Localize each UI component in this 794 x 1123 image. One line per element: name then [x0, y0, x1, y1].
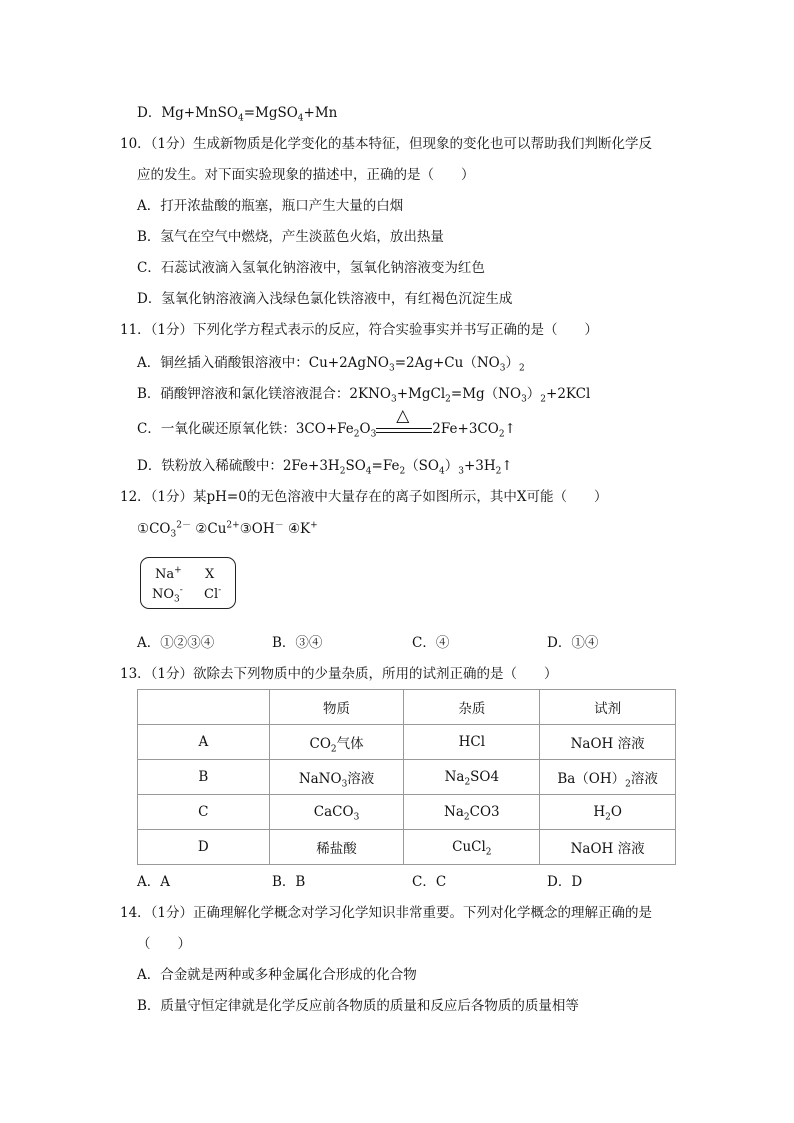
reagent-cell: $Ba(OH)_2$溶液: [540, 760, 676, 795]
q10-option-a: A．打开浓盐酸的瓶塞，瓶口产生大量的白烟: [137, 198, 404, 214]
substance-cell: NaNO$_3$溶液: [269, 760, 404, 795]
substance-cell: CaCO$_3$: [269, 795, 404, 830]
q12-choice-c: C．④: [412, 635, 450, 651]
table-header-cell: 试剂: [540, 690, 676, 725]
row-id: B: [138, 760, 270, 795]
table-row: [138, 795, 676, 830]
q11-stem: 11．（1分）下列化学方程式表示的反应，符合实验事实并书写正确的是（ ）: [120, 322, 599, 338]
q12-stem: 12．（1分）某pH=0的无色溶液中大量存在的离子如图所示，其中X可能（ ）: [120, 489, 608, 505]
equation-double-line: [376, 428, 432, 433]
table-header-row: [138, 690, 676, 725]
q14-stem-line1: 14．（1分）正确理解化学概念对学习化学知识非常重要。下列对化学概念的理解正确的是: [120, 905, 653, 921]
q13-choice-b: B．B: [272, 874, 306, 890]
table-row: [138, 830, 676, 865]
q13-stem: 13．（1分）欲除去下列物质中的少量杂质，所用的试剂正确的是（ ）: [120, 666, 558, 682]
reagent-cell: NaOH 溶液: [540, 725, 676, 760]
q14-stem-line2: （ ）: [137, 936, 191, 952]
table-header-cell: 物质: [269, 690, 404, 725]
q12-choice-d: D．①④: [547, 635, 599, 651]
table-row: [138, 725, 676, 760]
impurity-cell: CuCl$_2$: [404, 830, 540, 865]
q11-option-a: A．铜丝插入硝酸银溶液中：$Cu+2AgNO_3=2Ag+Cu(NO_3)_2$: [137, 355, 525, 374]
q12-choice-b: B．③④: [272, 635, 323, 651]
q10-option-d: D．氢氧化钠溶液滴入浅绿色氯化铁溶液中，有红褐色沉淀生成: [137, 291, 513, 307]
gas-arrow-icon: ↑: [504, 421, 516, 437]
row-id: A: [138, 725, 270, 760]
q11-option-c: C．一氧化碳还原氧化铁：$3CO+Fe_2O_3$ △ $2Fe+3CO_2↑$: [137, 405, 516, 440]
substance-cell: $CO_2$气体: [269, 725, 404, 760]
ion-x: X: [205, 567, 215, 582]
impurity-cell: $Na_2SO4$: [404, 760, 540, 795]
ion-no3: $NO_3^-$: [152, 585, 183, 605]
row-id: D: [138, 830, 270, 865]
heat-condition: △: [376, 421, 432, 439]
reagent-cell: $H_2O$: [540, 795, 676, 830]
table-header-cell: [138, 690, 270, 725]
q10-stem-line2: 应的发生。对下面实验现象的描述中，正确的是（ ）: [137, 167, 475, 183]
q14-option-a: A．合金就是两种或多种金属化合形成的化合物: [137, 967, 417, 983]
q11-option-b: B．硝酸钾溶液和氯化镁溶液混合：$2KNO_3+MgCl_2=Mg(NO_3)_2+2KCl$: [137, 386, 591, 405]
table-row: [138, 760, 676, 795]
q11-option-d: D．铁粉放入稀硫酸中：$2Fe+3H_2SO_4=Fe_2(SO_4)_3+3H_2↑$: [137, 458, 513, 477]
q12-choice-a: A．①②③④: [137, 635, 215, 651]
q14-option-b: B．质量守恒定律就是化学反应前各物质的质量和反应后各物质的质量相等: [137, 998, 579, 1014]
q12-ion-list: $①CO_3^{2-}$ $②Cu^{2+}③OH^-$ ④K+: [137, 520, 318, 540]
impurity-table: [137, 689, 676, 865]
row-id: C: [138, 795, 270, 830]
q10-option-b: B．氢气在空气中燃烧，产生淡蓝色火焰，放出热量: [137, 229, 444, 245]
substance-cell: 稀盐酸: [269, 830, 404, 865]
q13-choice-a: A．A: [137, 874, 170, 890]
q10-stem-line1: 10．（1分）生成新物质是化学变化的基本特征，但现象的变化也可以帮助我们判断化学反: [120, 136, 653, 152]
impurity-cell: $Na_2CO3$: [404, 795, 540, 830]
reagent-cell: NaOH 溶液: [540, 830, 676, 865]
q10-option-c: C．石蕊试液滴入氢氧化钠溶液中，氢氧化钠溶液变为红色: [137, 260, 485, 276]
ion-diagram-box: [140, 557, 236, 609]
ion-na: Na+: [155, 565, 182, 582]
q13-choice-c: C．C: [412, 874, 447, 890]
table-header-cell: 杂质: [404, 690, 540, 725]
q13-choice-d: D．D: [547, 874, 583, 890]
ion-cl: Cl-: [204, 585, 222, 602]
impurity-cell: HCl: [404, 725, 540, 760]
gas-arrow-icon: ↑: [501, 458, 513, 474]
q9-option-d: D．Mg+MnSO$_4$=MgSO$_4$+Mn: [137, 105, 338, 124]
